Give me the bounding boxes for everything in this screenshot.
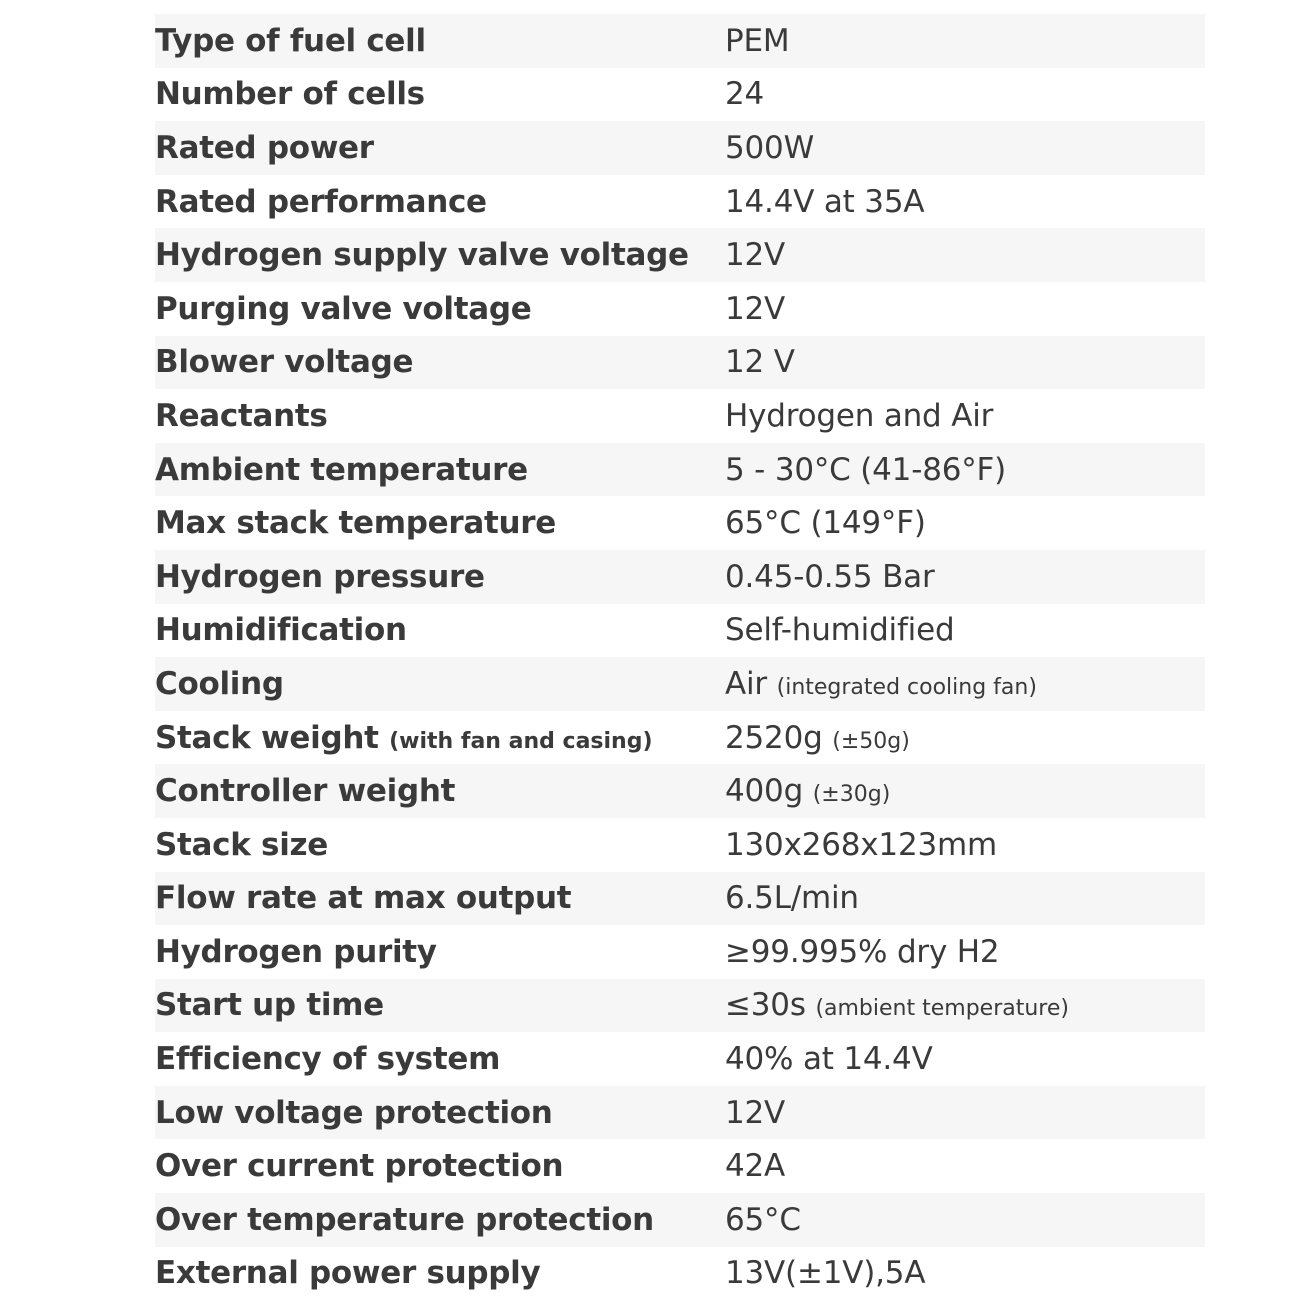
spec-label xyxy=(155,880,725,916)
table-row xyxy=(155,228,1205,282)
spec-label-text: Efficiency of system xyxy=(155,1041,501,1078)
table-row xyxy=(155,121,1205,175)
table-row xyxy=(155,550,1205,604)
spec-value-text: 12V xyxy=(725,290,786,327)
spec-label xyxy=(155,1041,725,1077)
table-row xyxy=(155,818,1205,872)
spec-value-text: 65°C xyxy=(725,1201,801,1238)
spec-label-text: Low voltage protection xyxy=(155,1094,553,1131)
spec-label-text: Hydrogen purity xyxy=(155,933,437,970)
spec-label-text: Rated performance xyxy=(155,183,487,220)
spec-value xyxy=(725,1095,1205,1131)
spec-label xyxy=(155,76,725,112)
spec-value-text: Hydrogen and Air xyxy=(725,397,994,434)
spec-label-note: (with fan and casing) xyxy=(389,728,653,754)
spec-label-text: Rated power xyxy=(155,129,374,166)
spec-label-text: Max stack temperature xyxy=(155,505,556,542)
spec-value xyxy=(725,505,1205,541)
spec-label-text: Stack weight xyxy=(155,719,379,756)
spec-value xyxy=(725,720,1205,756)
spec-label-text: Number of cells xyxy=(155,76,425,113)
table-row xyxy=(155,175,1205,229)
table-row xyxy=(155,979,1205,1033)
spec-label-text: Start up time xyxy=(155,987,384,1024)
spec-value-note: (±30g) xyxy=(812,782,891,808)
spec-value-text: 65°C (149°F) xyxy=(725,505,926,542)
spec-value-text: 6.5L/min xyxy=(725,880,859,917)
spec-value-text: 400g xyxy=(725,773,804,810)
spec-label-text: Hydrogen supply valve voltage xyxy=(155,237,689,274)
table-row xyxy=(155,68,1205,122)
table-row xyxy=(155,872,1205,926)
spec-value-text: Self-humidified xyxy=(725,612,955,649)
spec-label-text: Over temperature protection xyxy=(155,1201,654,1238)
spec-value-text: 2520g xyxy=(725,719,823,756)
spec-value xyxy=(725,237,1205,273)
spec-value xyxy=(725,130,1205,166)
spec-label xyxy=(155,934,725,970)
spec-label-text: Hydrogen pressure xyxy=(155,558,485,595)
spec-value-text: 13V(±1V),5A xyxy=(725,1255,926,1292)
table-row xyxy=(155,604,1205,658)
spec-label-text: Blower voltage xyxy=(155,344,414,381)
spec-label xyxy=(155,666,725,702)
spec-label xyxy=(155,291,725,327)
spec-label-text: Over current protection xyxy=(155,1148,564,1185)
table-row xyxy=(155,1139,1205,1193)
spec-label-text: Flow rate at max output xyxy=(155,880,572,917)
spec-value-text: ≤30s xyxy=(725,987,806,1024)
table-row xyxy=(155,282,1205,336)
spec-value xyxy=(725,773,1205,809)
spec-label xyxy=(155,559,725,595)
spec-value xyxy=(725,184,1205,220)
spec-label-text: Ambient temperature xyxy=(155,451,528,488)
spec-value-text: Air xyxy=(725,665,767,702)
spec-label xyxy=(155,505,725,541)
spec-value-text: PEM xyxy=(725,22,790,59)
spec-value xyxy=(725,344,1205,380)
spec-value-note: (±50g) xyxy=(832,728,910,754)
spec-value-text: 130x268x123mm xyxy=(725,826,997,863)
table-row xyxy=(155,14,1205,68)
table-row xyxy=(155,1086,1205,1140)
spec-value-note: (integrated cooling fan) xyxy=(776,674,1037,700)
spec-value xyxy=(725,1202,1205,1238)
spec-label xyxy=(155,1255,725,1291)
table-row xyxy=(155,336,1205,390)
table-row xyxy=(155,496,1205,550)
table-row xyxy=(155,925,1205,979)
spec-value xyxy=(725,987,1205,1023)
spec-value-note: (ambient temperature) xyxy=(815,996,1069,1022)
spec-value-text: 42A xyxy=(725,1148,786,1185)
spec-label-text: Stack size xyxy=(155,826,328,863)
spec-label-text: External power supply xyxy=(155,1255,541,1292)
spec-label xyxy=(155,184,725,220)
spec-label xyxy=(155,237,725,273)
table-row xyxy=(155,443,1205,497)
spec-label-text: Reactants xyxy=(155,397,328,434)
spec-value-text: 24 xyxy=(725,76,765,113)
spec-label xyxy=(155,344,725,380)
spec-label-text: Purging valve voltage xyxy=(155,290,532,327)
spec-value xyxy=(725,827,1205,863)
spec-value xyxy=(725,666,1205,702)
table-row xyxy=(155,1032,1205,1086)
spec-table xyxy=(155,14,1205,1300)
spec-value-text: 40% at 14.4V xyxy=(725,1041,933,1078)
spec-value xyxy=(725,452,1205,488)
spec-label xyxy=(155,452,725,488)
spec-value xyxy=(725,398,1205,434)
spec-value xyxy=(725,1255,1205,1291)
spec-label xyxy=(155,1202,725,1238)
spec-label-text: Type of fuel cell xyxy=(155,22,426,59)
spec-value xyxy=(725,291,1205,327)
spec-label xyxy=(155,773,725,809)
spec-label xyxy=(155,612,725,648)
spec-value xyxy=(725,880,1205,916)
spec-value xyxy=(725,934,1205,970)
spec-label xyxy=(155,1095,725,1131)
table-row xyxy=(155,657,1205,711)
spec-value xyxy=(725,1041,1205,1077)
spec-value xyxy=(725,23,1205,59)
spec-label xyxy=(155,23,725,59)
spec-label xyxy=(155,398,725,434)
table-row xyxy=(155,764,1205,818)
spec-value-text: 12V xyxy=(725,237,786,274)
spec-value xyxy=(725,1148,1205,1184)
spec-value xyxy=(725,612,1205,648)
spec-value-text: 12 V xyxy=(725,344,795,381)
table-row xyxy=(155,711,1205,765)
spec-label xyxy=(155,827,725,863)
spec-label xyxy=(155,720,725,756)
spec-value-text: 14.4V at 35A xyxy=(725,183,925,220)
spec-value xyxy=(725,76,1205,112)
table-row xyxy=(155,1247,1205,1301)
spec-value-text: 12V xyxy=(725,1094,786,1131)
spec-label xyxy=(155,1148,725,1184)
spec-value-text: 500W xyxy=(725,129,815,166)
spec-label xyxy=(155,130,725,166)
spec-label xyxy=(155,987,725,1023)
spec-label-text: Cooling xyxy=(155,665,284,702)
table-row xyxy=(155,1193,1205,1247)
spec-value xyxy=(725,559,1205,595)
spec-value-text: 0.45-0.55 Bar xyxy=(725,558,935,595)
spec-value-text: ≥99.995% dry H2 xyxy=(725,933,1000,970)
spec-label-text: Humidification xyxy=(155,612,407,649)
spec-value-text: 5 - 30°C (41-86°F) xyxy=(725,451,1007,488)
spec-label-text: Controller weight xyxy=(155,773,456,810)
table-row xyxy=(155,389,1205,443)
